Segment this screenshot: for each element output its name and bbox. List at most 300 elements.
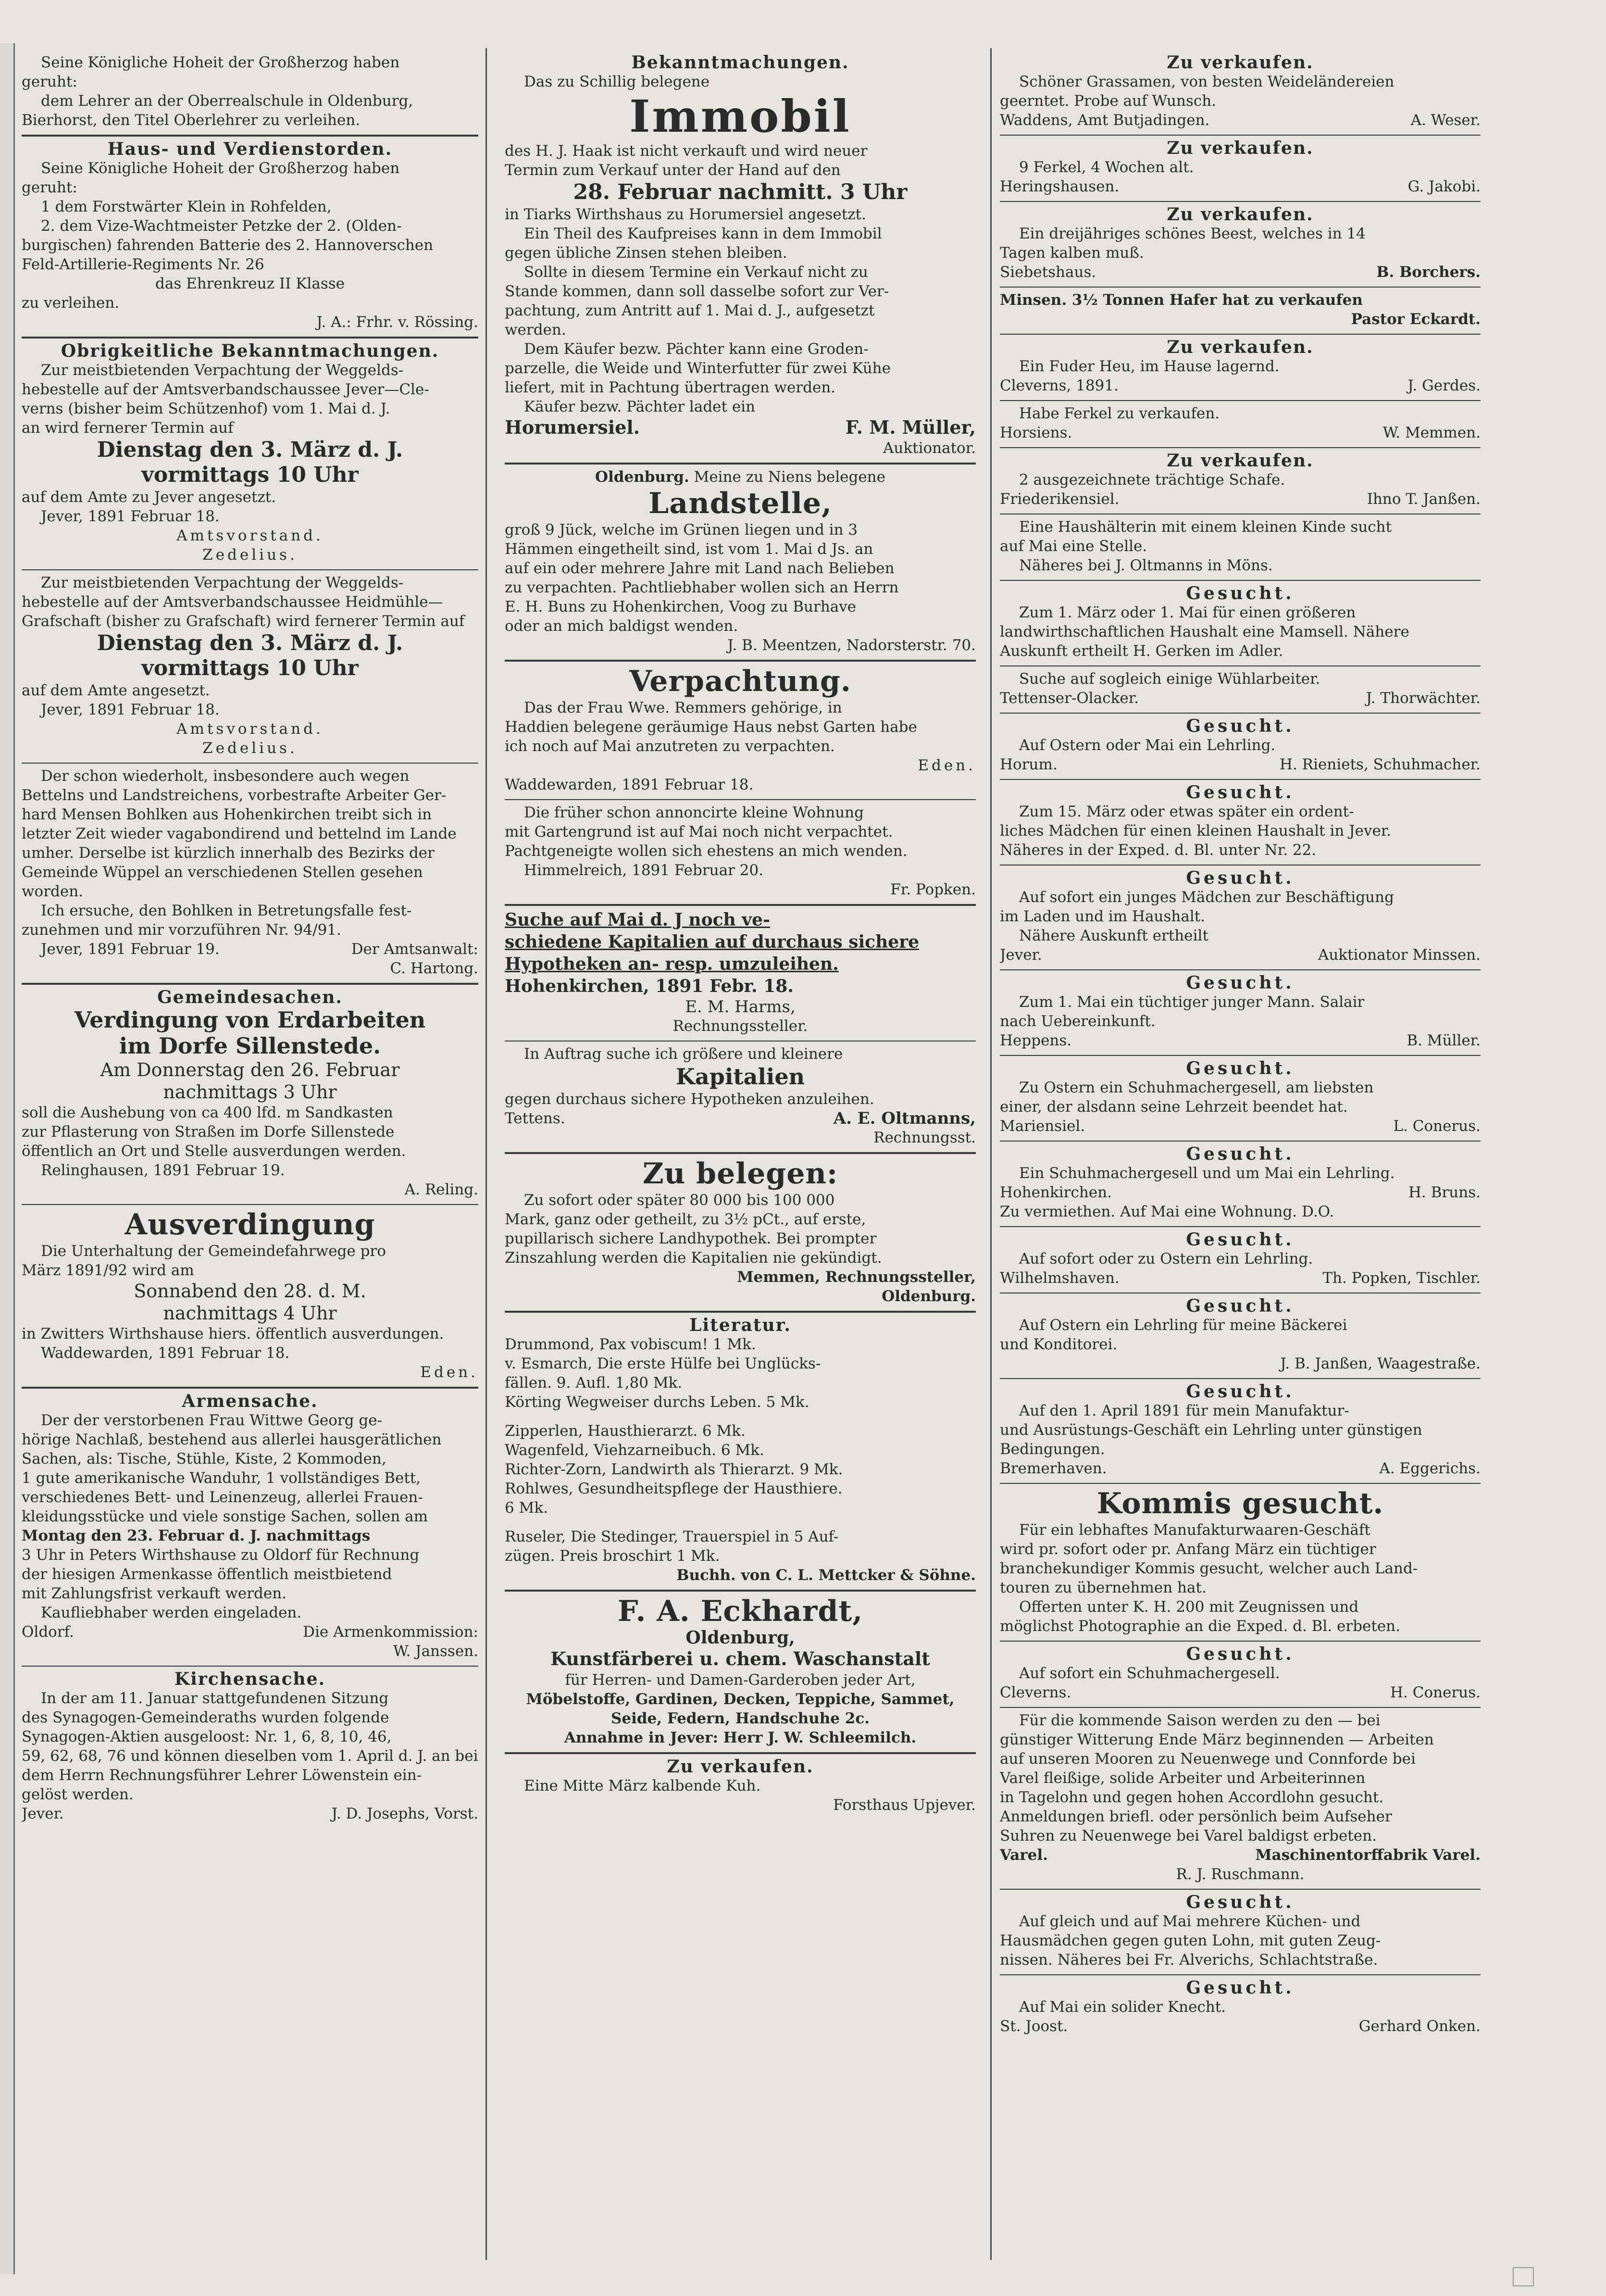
text-line: 2 ausgezeichnete trächtige Schafe. <box>1019 471 1285 489</box>
text-line: Kommis gesucht. <box>1096 1487 1384 1520</box>
text-line: Drummond, Pax vobiscum! 1 Mk. <box>505 1336 756 1353</box>
ad-knecht <box>1000 1975 1481 2041</box>
page-marker <box>1513 2267 1534 2286</box>
text-line: an wird fernerer Termin auf <box>22 419 234 437</box>
text-line: Am Donnerstag den 26. Februar <box>100 1059 400 1080</box>
text-line: wird pr. sofort oder pr. Anfang März ein tüchtiger <box>1000 1541 1376 1558</box>
text-line: Auskunft ertheilt H. Gerken im Adler. <box>1000 642 1283 660</box>
text-line: Ausverdingung <box>124 1208 375 1242</box>
ad-ferkel-2 <box>1000 401 1481 448</box>
text-line: 2. dem Vize-Wachtmeister Petzke der 2. (Olden- <box>41 217 402 235</box>
text-line: Gesucht. <box>1186 583 1295 603</box>
text-line: Oldenburg. <box>882 1288 976 1305</box>
text-line: Memmen, Rechnungssteller, <box>737 1268 976 1286</box>
text-line: Ein Theil des Kaufpreises kann in dem Immobil <box>524 225 882 242</box>
text-line: vormittags 10 Uhr <box>141 656 359 680</box>
text-line: E. H. Buns zu Hohenkirchen, Voog zu Burhave <box>505 598 857 615</box>
text-line: Zu verkaufen. <box>1167 138 1314 158</box>
text-line: Kirchensache. <box>174 1669 326 1689</box>
announcement-immobil <box>505 53 976 464</box>
text-line: verns (bisher beim Schützenhof) vom 1. Mai d. J. <box>22 400 390 417</box>
text-line: und Konditorei. <box>1000 1336 1118 1353</box>
ad-hausmaedchen <box>1000 1890 1481 1975</box>
text-line: der hiesigen Armenkasse öffentlich meistbietend <box>22 1566 392 1583</box>
text-line: 59, 62, 68, 76 und können dieselben vom 1. April d. J. an bei <box>22 1747 478 1765</box>
announcement-eckhardt <box>505 1592 976 1754</box>
text-line: Bekanntmachungen. <box>631 53 849 73</box>
text-line: Gesucht. <box>1186 868 1295 888</box>
text-line: branchekundiger Kommis gesucht, welcher auch Land- <box>1000 1560 1418 1577</box>
text-line: Zur meistbietenden Verpachtung der Weggelds- <box>41 362 404 379</box>
text-line: pachtung, zum Antritt auf 1. Mai d. J., aufgesetzt <box>505 302 875 319</box>
text-line: nach Uebereinkunft. <box>1000 1013 1156 1030</box>
text-line: Grafschaft (bisher zu Grafschaft) wird fernerer Termin auf <box>22 613 465 630</box>
text-line: burgischen) fahrenden Batterie des 2. Hannoverschen <box>22 237 434 254</box>
text-line: Tettens. <box>505 1110 565 1127</box>
text-line: Der schon wiederholt, insbesondere auch wegen <box>41 767 410 785</box>
text-line: H. Bruns. <box>1408 1184 1481 1201</box>
text-line: Zu verkaufen. <box>1167 53 1314 73</box>
text-line: parzelle, die Weide und Winterfutter für zwei Kühe <box>505 360 891 377</box>
text-line: gelöst werden. <box>22 1786 134 1803</box>
text-line: J. B. Janßen, Waagestraße. <box>1280 1355 1481 1372</box>
text-line: Suche auf sogleich einige Wühlarbeiter. <box>1019 670 1320 688</box>
text-line: Friederikensiel. <box>1000 490 1120 508</box>
announcement-literatur <box>505 1313 976 1592</box>
text-line: Eine Haushälterin mit einem kleinen Kinde sucht <box>1019 518 1392 536</box>
text-line: Zipperlen, Hausthierarzt. 6 Mk. <box>505 1422 746 1440</box>
text-line: Zu verkaufen. <box>667 1757 814 1777</box>
text-line: Gesucht. <box>1186 1058 1295 1079</box>
text-line: Näheres bei J. Oltmanns in Möns. <box>1019 557 1273 574</box>
text-line: Th. Popken, Tischler. <box>1322 1269 1481 1287</box>
announcement-orden <box>22 137 478 339</box>
text-line: pupillarisch sichere Landhypothek. Bei prompter <box>505 1230 877 1247</box>
announcement-landstelle <box>505 464 976 662</box>
text-line: Tettenser-Olacker. <box>1000 690 1139 707</box>
text-line: umher. Derselbe ist kürzlich innerhalb des Bezirks der <box>22 844 435 862</box>
text-line: J. D. Josephs, Vorst. <box>331 1805 478 1822</box>
text-line: 1 gute amerikanische Wanduhr, 1 vollständiges Bett, <box>22 1469 421 1487</box>
text-line: Auf sofort oder zu Ostern ein Lehrling. <box>1019 1250 1313 1267</box>
text-line: Mariensiel. <box>1000 1117 1085 1135</box>
text-line: Tagen kalben muß. <box>1000 244 1144 262</box>
previous-page-edge <box>0 43 15 2274</box>
text-line: gegen übliche Zinsen stehen bleiben. <box>505 244 787 262</box>
announcement-kapitalien-oltmanns <box>505 1041 976 1154</box>
text-line: Wilhelmshaven. <box>1000 1269 1120 1287</box>
text-line: geruht: <box>22 73 77 90</box>
text-line: Horumersiel. <box>505 416 640 438</box>
text-line: Forsthaus Upjever. <box>833 1796 976 1814</box>
text-line: v. Esmarch, Die erste Hülfe bei Unglücks- <box>505 1355 821 1372</box>
text-line: Das zu Schillig belegene <box>524 73 710 90</box>
text-line: Auf Mai ein solider Knecht. <box>1019 1998 1226 2016</box>
ad-hafer <box>1000 288 1481 335</box>
text-line: Oldenburg, <box>685 1628 795 1648</box>
text-line: Zu verkaufen. <box>1167 204 1314 225</box>
text-line: fällen. 9. Aufl. 1,80 Mk. <box>505 1374 683 1392</box>
ad-lehrling-baeckerei <box>1000 1293 1481 1379</box>
text-line: B. Müller. <box>1407 1032 1481 1049</box>
text-line: dem Herrn Rechnungsführer Lehrer Löwenstein ein- <box>22 1767 422 1784</box>
ad-schafe <box>1000 448 1481 514</box>
announcement-bohlken <box>22 764 478 985</box>
text-line: geerntet. Probe auf Wunsch. <box>1000 92 1217 110</box>
text-line: März 1891/92 wird am <box>22 1262 194 1279</box>
text-line: groß 9 Jück, welche im Grünen liegen und in 3 <box>505 521 858 539</box>
announcement-verpachtung <box>505 662 976 800</box>
text-line: Gesucht. <box>1186 1144 1295 1164</box>
text-line: Jever, 1891 Februar 18. <box>41 508 220 525</box>
text-line: Kaufliebhaber werden eingeladen. <box>41 1604 302 1621</box>
text-line: Synagogen-Aktien ausgeloost: Nr. 1, 6, 8, 10, 46, <box>22 1728 392 1745</box>
text-line: des H. J. Haak ist nicht verkauft und wird neuer <box>505 142 868 160</box>
text-line: nachmittags 4 Uhr <box>163 1303 337 1324</box>
text-line: Zu belegen: <box>642 1157 838 1191</box>
text-line: J. A.: Frhr. v. Rössing. <box>316 314 478 331</box>
text-line: hard Mensen Bohlken aus Hohenkirchen treibt sich in <box>22 806 432 823</box>
text-line: Auf gleich und auf Mai mehrere Küchen- und <box>1019 1913 1361 1930</box>
announcement-weggeld-1 <box>22 339 478 570</box>
announcement-titel <box>22 53 478 137</box>
text-line: G. Jakobi. <box>1407 178 1481 195</box>
text-line: Ruseler, Die Stedinger, Trauerspiel in 5 Auf- <box>505 1528 839 1545</box>
text-line: Annahme in Jever: Herr J. W. Schleemilch. <box>564 1729 917 1746</box>
text-line: zügen. Preis broschirt 1 Mk. <box>505 1547 720 1565</box>
text-line: Haddien belegene geräumige Haus nebst Garten habe <box>505 718 917 736</box>
text-line: Gerhard Onken. <box>1358 2018 1481 2035</box>
text-line: Montag den 23. Februar d. J. nachmittags <box>22 1527 371 1544</box>
text-line: W. Memmen. <box>1382 424 1481 441</box>
text-line: Eden. <box>420 1364 478 1381</box>
text-line: einer, der alsdann seine Lehrzeit beendet hat. <box>1000 1098 1348 1116</box>
text-line: Offerten unter K. H. 200 mit Zeugnissen und <box>1019 1598 1359 1616</box>
text-line: nachmittags 3 Uhr <box>163 1081 337 1103</box>
text-line: Der der verstorbenen Frau Wittwe Georg ge- <box>41 1412 383 1429</box>
text-line: Ein Fuder Heu, im Hause lagernd. <box>1019 358 1280 375</box>
text-line: des Synagogen-Gemeinderaths wurden folgende <box>22 1709 389 1726</box>
text-line: Gesucht. <box>1186 1892 1295 1912</box>
text-line: Literatur. <box>689 1315 791 1335</box>
column-rule <box>486 48 487 2260</box>
text-line: Hohenkirchen. <box>1000 1184 1112 1201</box>
text-line: Heppens. <box>1000 1032 1072 1049</box>
text-line: In Auftrag suche ich größere und kleinere <box>524 1045 843 1063</box>
text-line: Auf sofort ein junges Mädchen zur Beschäftigung <box>1019 889 1394 906</box>
text-line: H. Rieniets, Schuhmacher. <box>1280 756 1481 773</box>
text-line: A. Reling. <box>404 1181 478 1198</box>
text-line: C. Hartong. <box>390 960 478 977</box>
text-line: Wagenfeld, Viehzarneibuch. 6 Mk. <box>505 1442 764 1459</box>
text-line: Landstelle, <box>648 487 832 520</box>
text-line: Kapitalien <box>675 1064 805 1090</box>
text-line: liefert, mit in Pachtung übertragen werden. <box>505 379 836 396</box>
text-line: Gemeindesachen. <box>157 987 343 1007</box>
text-line: Auktionator Minssen. <box>1318 946 1481 964</box>
text-line: Eine Mitte März kalbende Kuh. <box>524 1777 761 1794</box>
text-line: hebestelle auf der Amtsverbandschaussee Heidmühle— <box>22 593 443 611</box>
text-line: Gesucht. <box>1186 1296 1295 1316</box>
text-line: Bettelns und Landstreichens, vorbestrafte Arbeiter Ger- <box>22 787 447 804</box>
text-line: A. Weser. <box>1410 112 1481 129</box>
text-line: Oldenburg. <box>595 468 689 486</box>
text-line: Oldorf. <box>22 1623 74 1641</box>
text-line: Pachtgeneigte wollen sich ehestens an mich wenden. <box>505 842 908 860</box>
text-line: Auf Ostern ein Lehrling für meine Bäckerei <box>1019 1317 1347 1334</box>
text-line: Ein dreijähriges schönes Beest, welches in 14 <box>1019 225 1366 242</box>
text-line: worden. <box>22 883 84 900</box>
text-line: Himmelreich, 1891 Februar 20. <box>524 862 764 879</box>
text-line: auf unseren Mooren zu Neuenwege und Connforde bei <box>1000 1750 1416 1768</box>
text-line: Zu vermiethen. Auf Mai eine Wohnung. D.O. <box>1000 1203 1334 1220</box>
text-line: Die Unterhaltung der Gemeindefahrwege pro <box>41 1242 386 1260</box>
text-line: Auf sofort ein Schuhmachergesell. <box>1019 1665 1280 1682</box>
text-line: ich noch auf Mai anzutreten zu verpachten. <box>505 738 835 755</box>
text-line: das Ehrenkreuz II Klasse <box>155 275 345 292</box>
announcement-ausverdingung <box>22 1205 478 1389</box>
text-line: Ein Schuhmachergesell und um Mai ein Lehrling. <box>1019 1165 1395 1182</box>
text-line: 1 dem Forstwärter Klein in Rohfelden, <box>41 198 332 215</box>
text-line: Zum 1. März oder 1. Mai für einen größeren <box>1019 604 1356 621</box>
text-line: Auf Ostern oder Mai ein Lehrling. <box>1019 737 1276 754</box>
text-line: Schöner Grassamen, von besten Weideländereien <box>1019 73 1394 90</box>
text-line: liches Mädchen für einen kleinen Haushalt in Jever. <box>1000 822 1392 840</box>
text-line: Bierhorst, den Titel Oberlehrer zu verleihen. <box>22 112 361 129</box>
text-line: Hohenkirchen, 1891 Febr. 18. <box>505 976 794 996</box>
text-line: Kunstfärberei u. chem. Waschanstalt <box>550 1648 930 1669</box>
text-line: B. Borchers. <box>1376 263 1481 281</box>
text-line: letzter Zeit wieder vagabondirend und bettelnd im Lande <box>22 825 457 842</box>
text-line: Dienstag den 3. März d. J. <box>97 438 403 462</box>
text-line: Amtsvorstand. <box>176 527 324 544</box>
column-3 <box>1000 53 1481 2260</box>
text-line: Ihno T. Janßen. <box>1367 490 1481 508</box>
announcement-kapitalien-harms <box>505 906 976 1041</box>
text-line: 6 Mk. <box>505 1499 548 1517</box>
ad-junger-mann <box>1000 970 1481 1056</box>
text-line: Zum 1. Mai ein tüchtiger junger Mann. Salair <box>1019 993 1365 1011</box>
text-line: Jever. <box>22 1805 64 1822</box>
text-line: hebestelle auf der Amtsverbandschaussee Jever—Cle- <box>22 381 429 398</box>
ad-lehrling-schuhmacher <box>1000 714 1481 780</box>
text-line: Termin zum Verkauf unter der Hand auf den <box>505 162 841 179</box>
text-line: Immobil <box>629 90 851 142</box>
text-line: Anmeldungen briefl. oder persönlich beim Aufseher <box>1000 1808 1392 1825</box>
text-line: und Ausrüstungs-Geschäft ein Lehrling unter günstigen <box>1000 1421 1422 1439</box>
text-line: 28. Februar nachmitt. 3 Uhr <box>573 180 908 204</box>
text-line: Relinghausen, 1891 Februar 19. <box>41 1162 285 1179</box>
text-line: im Dorfe Sillenstede. <box>119 1033 381 1059</box>
text-line: gegen durchaus sichere Hypotheken anzuleihen. <box>505 1091 874 1108</box>
text-line: Zu verkaufen. <box>1167 451 1314 471</box>
text-line: Stande kommen, dann soll dasselbe sofort zur Ver- <box>505 283 889 300</box>
text-line: Gesucht. <box>1186 1230 1295 1250</box>
text-line: Horsiens. <box>1000 424 1072 441</box>
text-line: Cleverns, 1891. <box>1000 377 1119 394</box>
text-line: 3 Uhr in Peters Wirthshause zu Oldorf für Rechnung <box>22 1546 420 1564</box>
text-line: Maschinentorffabrik Varel. <box>1255 1846 1481 1864</box>
announcement-armensache <box>22 1389 478 1667</box>
text-line: nissen. Näheres bei Fr. Alverichs, Schlachtstraße. <box>1000 1951 1378 1969</box>
text-line: Varel fleißige, solide Arbeiter und Arbeiterinnen <box>1000 1769 1366 1787</box>
text-line: Sonnabend den 28. d. M. <box>134 1280 366 1302</box>
text-line: E. M. Harms, <box>685 997 796 1016</box>
text-line: Mark, ganz oder getheilt, zu 3½ pCt., auf erste, <box>505 1211 866 1228</box>
text-line: R. J. Ruschmann. <box>1176 1866 1305 1883</box>
text-line: Suche auf Mai d. J noch ve- <box>505 910 770 930</box>
text-line: W. Janssen. <box>393 1643 478 1660</box>
ad-maedchen-laden <box>1000 866 1481 970</box>
announcement-kuh <box>505 1754 976 1819</box>
ad-beest <box>1000 202 1481 288</box>
text-line: Gesucht. <box>1186 1978 1295 1998</box>
text-line: auf dem Amte angesetzt. <box>22 682 210 699</box>
text-line: 9 Ferkel, 4 Wochen alt. <box>1019 159 1194 176</box>
text-line: Zinszahlung werden die Kapitalien nie gekündigt. <box>505 1249 882 1267</box>
text-line: Fr. Popken. <box>890 881 976 898</box>
text-line: Armensache. <box>182 1391 318 1411</box>
text-line: J. Gerdes. <box>1407 377 1481 394</box>
text-line: Zu verkaufen. <box>1167 337 1314 357</box>
text-line: verschiedenes Bett- und Leinenzeug, allerlei Frauen- <box>22 1489 423 1506</box>
text-line: öffentlich an Ort und Stelle ausverdungen werden. <box>22 1142 406 1160</box>
text-line: mit Gartengrund ist auf Mai noch nicht verpachtet. <box>505 823 893 841</box>
text-line: Rechnungsst. <box>873 1129 976 1146</box>
text-line: Hausmädchen gegen guten Lohn, mit guten Zeug- <box>1000 1932 1381 1949</box>
text-line: Zur meistbietenden Verpachtung der Weggelds- <box>41 574 404 591</box>
text-line: Dem Käufer bezw. Pächter kann eine Groden- <box>524 340 869 358</box>
ad-schuhmachergesell-2 <box>1000 1142 1481 1227</box>
text-line: in Zwitters Wirthshause hiers. öffentlich ausverdungen. <box>22 1325 444 1342</box>
text-line: oder an mich baldigst wenden. <box>505 617 738 635</box>
text-line: A. Eggerichs. <box>1379 1460 1481 1477</box>
text-line: zu verleihen. <box>22 294 120 312</box>
text-line: für Herren- und Damen-Garderoben jeder Art, <box>565 1671 916 1689</box>
text-line: J. B. Meentzen, Nadorsterstr. 70. <box>727 637 976 654</box>
text-line: Zum 15. März oder etwas später ein ordent- <box>1019 803 1354 820</box>
text-line: in Tagelohn und gegen hohen Accordlohn gesucht. <box>1000 1789 1384 1806</box>
text-line: Sachen, als: Tische, Stühle, Kiste, 2 Kommoden, <box>22 1450 386 1468</box>
text-line: möglichst Photographie an die Exped. d. Bl. erbeten. <box>1000 1618 1401 1635</box>
column-rule <box>990 48 992 2260</box>
column-2 <box>505 53 976 2260</box>
text-line: auf Mai eine Stelle. <box>1000 538 1147 555</box>
text-line: Buchh. von C. L. Mettcker & Söhne. <box>676 1567 976 1584</box>
text-line: St. Joost. <box>1000 2018 1068 2035</box>
text-line: Zu sofort oder später 80 000 bis 100 000 <box>524 1192 835 1209</box>
text-line: Käufer bezw. Pächter ladet ein <box>524 398 756 415</box>
text-line: Auktionator. <box>883 439 976 457</box>
text-line: dem Lehrer an der Oberrealschule in Oldenburg, <box>41 92 413 110</box>
text-line: Rohlwes, Gesundheitspflege der Hausthiere. <box>505 1480 843 1497</box>
text-line: Bedingungen. <box>1000 1441 1105 1458</box>
ad-heu <box>1000 335 1481 401</box>
text-line: Die Armenkommission: <box>303 1623 478 1641</box>
text-line: Der Amtsanwalt: <box>351 941 478 958</box>
text-line: Waddewarden, 1891 Februar 18. <box>41 1344 290 1362</box>
text-line: zunehmen und mir vorzuführen Nr. 94/91. <box>22 921 341 939</box>
ad-mamsell <box>1000 581 1481 666</box>
text-line: zur Pflasterung von Straßen im Dorfe Sillenstede <box>22 1123 395 1141</box>
text-line: Gemeinde Wüppel an verschiedenen Stellen gesehen <box>22 864 423 881</box>
text-line: Rechnungssteller. <box>672 1017 808 1035</box>
text-line: schiedene Kapitalien auf durchaus sichere <box>505 932 920 952</box>
text-line: Hypotheken an- resp. umzuleihen. <box>505 954 839 974</box>
text-line: Jever. <box>1000 946 1042 964</box>
text-line: touren zu übernehmen hat. <box>1000 1579 1207 1596</box>
announcement-zu-belegen <box>505 1154 976 1313</box>
text-line: Richter-Zorn, Landwirth als Thierarzt. 9 Mk. <box>505 1461 843 1478</box>
announcement-wohnung <box>505 800 976 906</box>
text-line: Seine Königliche Hoheit der Großherzog haben <box>41 54 400 71</box>
ad-kommis <box>1000 1484 1481 1642</box>
text-line: Gesucht. <box>1186 716 1295 736</box>
text-line: Das der Frau Wwe. Remmers gehörige, in <box>524 699 842 716</box>
ad-schuhmachergesell-3 <box>1000 1642 1481 1708</box>
text-line: vormittags 10 Uhr <box>141 463 359 487</box>
text-line: L. Conerus. <box>1393 1117 1481 1135</box>
text-line: In der am 11. Januar stattgefundenen Sitzung <box>41 1690 389 1707</box>
text-line: Bremerhaven. <box>1000 1460 1107 1477</box>
ad-torffabrik <box>1000 1708 1481 1890</box>
text-line: Seide, Federn, Handschuhe 2c. <box>610 1710 870 1727</box>
text-line: Körting Wegweiser durchs Leben. 5 Mk. <box>505 1393 809 1411</box>
text-line: Haus- und Verdienstorden. <box>107 139 393 159</box>
text-line: Seine Königliche Hoheit der Großherzog haben <box>41 160 400 177</box>
text-line: Meine zu Niens belegene <box>694 468 885 486</box>
text-line: Pastor Eckardt. <box>1351 311 1481 328</box>
text-line: landwirthschaftlichen Haushalt eine Mamsell. Nähere <box>1000 623 1409 640</box>
text-line: Amtsvorstand. <box>176 720 324 738</box>
text-line: soll die Aushebung von ca 400 lfd. m Sandkasten <box>22 1104 393 1121</box>
text-line: F. A. Eckhardt, <box>617 1594 863 1628</box>
text-line: Suhren zu Neuenwege bei Varel baldigst erbeten. <box>1000 1827 1377 1844</box>
text-line: mit Zahlungsfrist verkauft werden. <box>22 1585 287 1602</box>
text-line: Waddens, Amt Butjadingen. <box>1000 112 1210 129</box>
text-line: Zedelius. <box>202 546 298 564</box>
text-line: Möbelstoffe, Gardinen, Decken, Teppiche, Sammet, <box>526 1691 955 1708</box>
text-line: hörige Nachlaß, bestehend aus allerlei hausgerätlichen <box>22 1431 442 1448</box>
text-line: Gesucht. <box>1186 782 1295 803</box>
text-line: Gesucht. <box>1186 1644 1295 1664</box>
text-line: Cleverns. <box>1000 1684 1071 1701</box>
text-line: Waddewarden, 1891 Februar 18. <box>505 776 754 793</box>
text-line: werden. <box>505 321 566 339</box>
ad-wuehlarbeiter <box>1000 666 1481 714</box>
text-line: Hämmen eingetheilt sind, ist vom 1. Mai d Js. an <box>505 540 873 558</box>
text-line: Jever, 1891 Februar 19. <box>41 941 220 958</box>
announcement-erdarbeiten <box>22 985 478 1205</box>
text-line: Nähere Auskunft ertheilt <box>1019 927 1208 944</box>
text-line: zu verpachten. Pachtliebhaber wollen sich an Herrn <box>505 579 899 596</box>
text-line: Eden. <box>918 757 976 774</box>
text-line: Näheres in der Exped. d. Bl. unter Nr. 22. <box>1000 841 1317 859</box>
text-line: Obrigkeitliche Bekanntmachungen. <box>61 341 439 361</box>
text-line: A. E. Oltmanns, <box>833 1109 976 1128</box>
text-line: Ich ersuche, den Bohlken in Betretungsfalle fest- <box>41 902 412 919</box>
text-line: Siebetshaus. <box>1000 263 1096 281</box>
ad-lehrling-tischler <box>1000 1227 1481 1293</box>
text-line: auf ein oder mehrere Jahre mit Land nach Belieben <box>505 560 895 577</box>
column-1 <box>22 53 478 2260</box>
ad-grassamen <box>1000 53 1481 136</box>
text-line: Verdingung von Erdarbeiten <box>74 1007 426 1033</box>
text-line: günstiger Witterung Ende März beginnenden — Arbeiten <box>1000 1731 1434 1748</box>
ad-lehrling-manufaktur <box>1000 1379 1481 1484</box>
ad-ferkel-1 <box>1000 136 1481 202</box>
announcement-kirchensache <box>22 1667 478 1828</box>
